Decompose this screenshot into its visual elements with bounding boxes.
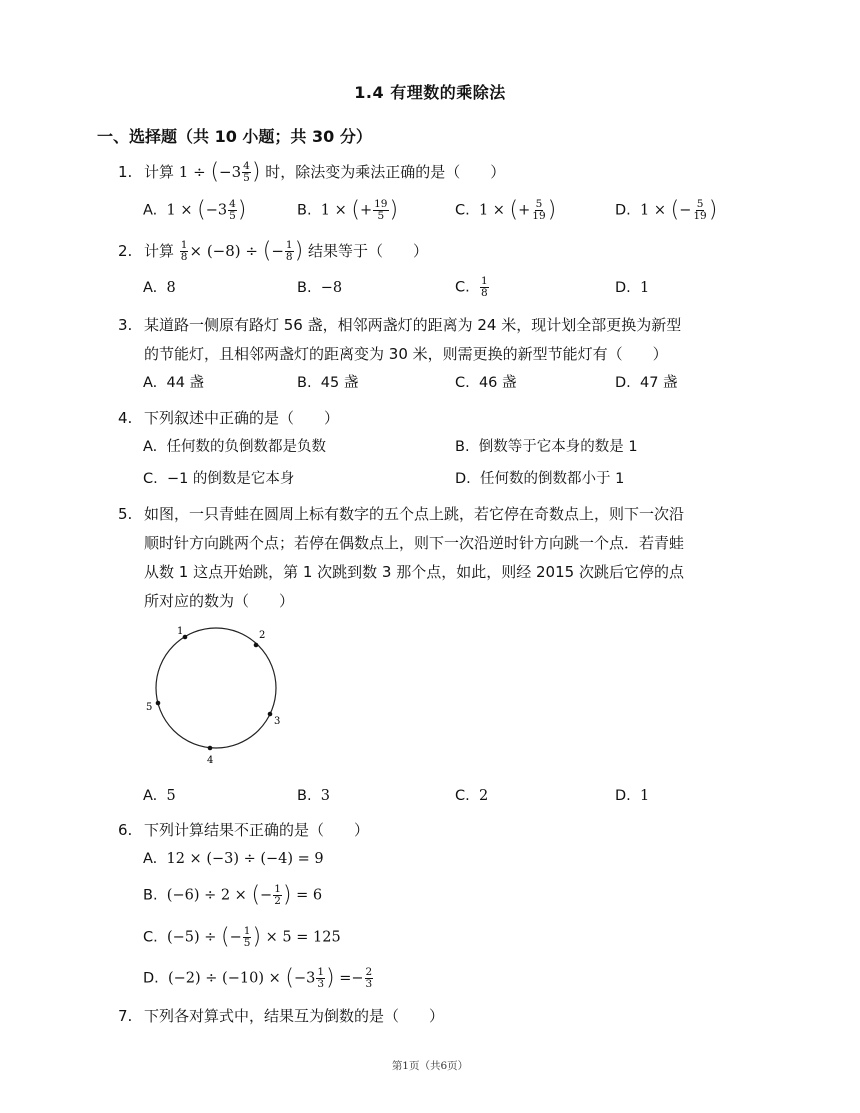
option-b: B. 倒数等于它本身的数是 1 — [455, 439, 638, 455]
option-d: D. 47 盏 — [615, 375, 678, 391]
question-5-line-3: 从数 1 这点开始跳，第 1 次跳到数 3 那个点，如此，则经 2015 次跳后它停的点 — [144, 563, 684, 581]
option-d: D. 1 — [615, 280, 650, 296]
point-label-3: 3 — [274, 716, 281, 727]
section-heading: 一、选择题（共 10 小题；共 30 分） — [97, 127, 372, 146]
point-label-1: 1 — [177, 626, 184, 637]
option-a: A. 8 — [143, 280, 176, 296]
option-c: C. 46 盏 — [455, 375, 517, 391]
option-c: C. 1 × (+ $\frac{5}{19}$ ) — [455, 197, 557, 223]
option-a: A. 任何数的负倒数都是负数 — [143, 439, 326, 455]
option-a: A. 5 — [143, 788, 176, 804]
option-b: B. 1 × (+ $\frac{19}{5}$ ) — [297, 197, 399, 223]
question-5-line-4: 所对应的数为（ ） — [144, 592, 295, 610]
question-5-line-2: 顺时针方向跳两个点；若停在偶数点上，则下一次沿逆时针方向跳一个点．若青蛙 — [144, 534, 685, 552]
option-a: A. 12 × (−3) ÷ (−4) = 9 — [143, 851, 324, 867]
option-c: C. 2 — [455, 788, 489, 804]
option-d: D. 1 × (− $\frac{5}{19}$ ) — [615, 197, 718, 223]
point-label-2: 2 — [259, 630, 266, 641]
option-b: B. −8 — [297, 280, 343, 296]
point-label-4: 4 — [207, 755, 214, 766]
option-c: C. $\frac{1}{8}$ — [455, 275, 488, 299]
question-5: 5. 如图，一只青蛙在圆周上标有数字的五个点上跳，若它停在奇数点上，则下一次沿 — [118, 505, 685, 523]
point-3 — [268, 712, 273, 717]
circle-figure — [140, 618, 300, 768]
option-a: A. 1 × (−3 $\frac{4}{5}$ ) — [143, 197, 247, 223]
option-c: C. −1 的倒数是它本身 — [143, 471, 295, 487]
question-3-line-2: 的节能灯，且相邻两盏灯的距离变为 30 米，则需更换的新型节能灯有（ ） — [144, 345, 668, 363]
option-d: D. (−2) ÷ (−10) × (−3 $\frac{1}{3}$ ) =− $\frac{2}{3}$ — [143, 965, 373, 991]
option-b: B. 3 — [297, 788, 331, 804]
question-6: 6. 下列计算结果不正确的是（ ） — [118, 821, 370, 839]
option-d: D. 1 — [615, 788, 650, 804]
question-1: 1. 计算 1 ÷ (−3 $\frac{4}{5}$ ) 时，除法变为乘法正确的是（ ） — [118, 159, 506, 185]
question-2: 2. 计算 $\frac{1}{8}$ × (−8) ÷ (− $\frac{1}{8}$ ) 结果等于（ ） — [118, 238, 428, 264]
option-b: B. 45 盏 — [297, 375, 359, 391]
point-label-5: 5 — [146, 702, 153, 713]
point-1 — [183, 635, 188, 640]
question-3: 3. 某道路一侧原有路灯 56 盏，相邻两盏灯的距离为 24 米，现计划全部更换为新型 — [118, 316, 682, 334]
page-footer: 第1页（共6页） — [391, 1060, 469, 1072]
point-5 — [156, 701, 161, 706]
question-4: 4. 下列叙述中正确的是（ ） — [118, 409, 340, 427]
option-d: D. 任何数的倒数都小于 1 — [455, 471, 625, 487]
option-c: C. (−5) ÷ (− $\frac{1}{5}$ ) × 5 = 125 — [143, 924, 341, 950]
option-a: A. 44 盏 — [143, 375, 205, 391]
question-number: 1. — [118, 163, 133, 181]
option-b: B. (−6) ÷ 2 × (− $\frac{1}{2}$ ) = 6 — [143, 882, 323, 908]
point-4 — [208, 746, 213, 751]
point-2 — [254, 643, 259, 648]
page-title: 1.4 有理数的乘除法 — [354, 83, 506, 102]
question-7: 7. 下列各对算式中，结果互为倒数的是（ ） — [118, 1007, 445, 1025]
